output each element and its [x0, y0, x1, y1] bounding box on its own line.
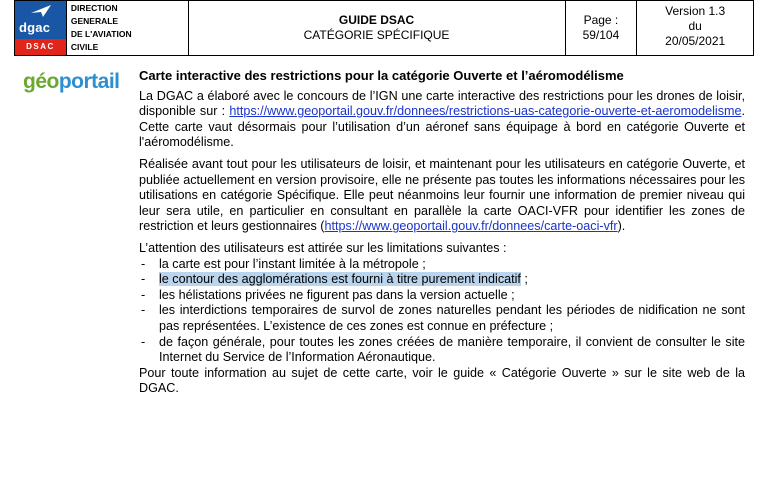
page-number-cell: [566, 1, 638, 55]
highlighted-text: le contour des agglomérations est fourni à titre purement indicatif: [159, 272, 521, 287]
paragraph-usage: Réalisée avant tout pour les utilisateurs de loisir, et maintenant pour les utilisateurs en catégorie Ouverte, et publiée actuellement en version provisoire, elle ne présente pas toutes les informations nécessaires pour les utilisations en catégorie Spécifique. Elle peut néanmoins leur fournir une information de premier niveau qui leur sera utile, en particulier en consultant en parallèle la carte OACI-VFR pour identifier les zones de restriction et leurs gestionnaires (https://www.geoportail.gouv.fr/donnees/carte-oaci-vfr).: [139, 156, 745, 234]
restrictions-map-link[interactable]: https://www.geoportail.gouv.fr/donnees/restrictions-uas-categorie-ouverte-et-aeromodelisme: [229, 104, 742, 119]
oaci-vfr-map-link[interactable]: https://www.geoportail.gouv.fr/donnees/carte-oaci-vfr: [324, 219, 618, 234]
list-item: - les hélistations privées ne figurent pas dans la version actuelle ;: [141, 287, 515, 302]
list-item: - la carte est pour l’instant limitée à la métropole ;: [141, 256, 426, 271]
guide-subtitle: CATÉGORIE SPÉCIFIQUE: [303, 28, 450, 42]
list-item: - de façon générale, pour toutes les zones créées de manière temporaire, il convient de consulter le site Internet du Service de l’Information Aéronautique.: [141, 334, 745, 365]
page-value: 59/104: [582, 28, 620, 42]
section-content: [139, 68, 745, 397]
plane-icon: [29, 3, 53, 19]
page-label: Page :: [583, 13, 619, 27]
version-cell: Version 1.3 du 20/05/2021: [637, 1, 753, 55]
list-item: - les interdictions temporaires de survol de zones naturelles pendant les périodes de nidification ne sont pas représentées. L’existence de ces zones est connue en préfecture ;: [141, 303, 745, 333]
list-item: - le contour des agglomérations est fourni à titre purement indicatif ;: [141, 272, 528, 287]
guide-title-cell: [189, 1, 566, 55]
section-title: Carte interactive des restrictions pour la catégorie Ouverte et l’aéromodélisme: [139, 68, 624, 83]
paragraph-limitations-intro: L’attention des utilisateurs est attirée sur les limitations suivantes :: [139, 240, 507, 255]
paragraph-more-info: Pour toute information au sujet de cette carte, voir le guide « Catégorie Ouverte » sur le site web de la DGAC.: [139, 365, 745, 396]
paragraph-intro: La DGAC a élaboré avec le concours de l’IGN une carte interactive des restrictions pour les drones de loisir, disponible sur : https://www.geoportail.gouv.fr/donnees/restrictions-uas-categorie-ouverte-et-aeromodelisme. Cette carte vaut désormais pour l’utilisation d’un aéronef sans équipage à bord en catégorie Ouverte et l'aéromodélisme.: [139, 88, 745, 150]
limitations-list: [139, 257, 745, 366]
dgac-logo: [15, 1, 67, 55]
version-date: 20/05/2021: [665, 34, 726, 48]
guide-title: GUIDE DSAC: [338, 13, 415, 27]
direction-label: DIRECTION GENERALE DE L'AVIATION CIVILE: [67, 1, 189, 55]
document-header: [14, 0, 754, 56]
logo-subtext: DSAC: [15, 39, 66, 55]
logo-text: dgac: [19, 20, 51, 35]
geoportail-logo: géoportail: [23, 70, 120, 93]
version-number: Version 1.3: [665, 4, 726, 18]
